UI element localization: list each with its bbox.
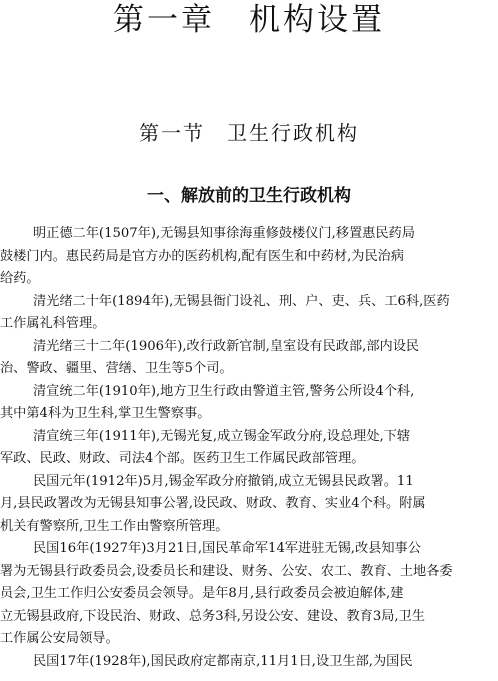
text-line: 民国元年(1912年)5月,锡金军政分府撤销,成立无锡县民政署。11 (33, 473, 414, 489)
text-line: 月,县民政署改为无锡县知事公署,设民政、财政、教育、实业4个科。附属 (0, 496, 426, 511)
text-line: 民国16年(1927年)3月21日,国民革命军14军进驻无锡,改县知事公 (33, 541, 421, 556)
paragraph (0, 336, 498, 381)
text-line: 清宣统三年(1911年),无锡光复,成立锡金军政分府,设总理处,下辖 (33, 428, 411, 444)
text-line: 治、警政、疆里、营缮、卫生等5个司。 (0, 361, 233, 376)
text-line: 其中第4科为卫生科,掌卫生警察事。 (0, 406, 211, 421)
paragraph (0, 651, 498, 674)
paragraph (0, 381, 498, 426)
text-line: 军政、民政、财政、司法4个部。医药卫生工作属民政部管理。 (0, 451, 365, 466)
text-line: 署为无锡县行政委员会,设委员长和建设、财务、公安、农工、教育、土地各委 (0, 563, 453, 579)
text-line: 工作属礼科管理。 (0, 316, 106, 331)
chapter-title: 第一章 机构设置 (113, 2, 385, 38)
section-title: 第一节 卫生行政机构 (139, 121, 359, 145)
text-line: 明正德二年(1507年),无锡县知事徐海重修鼓楼仪门,移置惠民药局 (33, 226, 415, 241)
text-line: 机关有警察所,卫生工作由警察所管理。 (0, 518, 229, 534)
paragraph (0, 538, 498, 651)
text-line: 给药。 (0, 271, 40, 286)
body-text (0, 223, 498, 673)
text-line: 员会,卫生工作归公安委员会领导。是年8月,县行政委员会被迫解体,建 (0, 586, 404, 601)
paragraph (0, 471, 498, 539)
text-line: 鼓楼门内。惠民药局是官方办的医药机构,配有医生和中药材,为民治病 (0, 248, 405, 264)
paragraph (0, 426, 498, 471)
subsection-title: 一、解放前的卫生行政机构 (147, 186, 351, 206)
text-line: 工作属公安局领导。 (0, 631, 119, 646)
text-line: 清光绪三十二年(1906年),改行政新官制,皇室设有民政部,部内设民 (33, 338, 420, 354)
text-line: 民国17年(1928年),国民政府定都南京,11月1日,设卫生部,为国民 (33, 653, 413, 669)
text-line: 清宣统二年(1910年),地方卫生行政由警道主管,警务公所设4个科, (33, 383, 415, 399)
text-line: 清光绪二十年(1894年),无锡县衙门设礼、刑、户、吏、兵、工6科,医药 (33, 293, 450, 309)
paragraph (0, 291, 498, 336)
text-line: 立无锡县政府,下设民治、财政、总务3科,另设公安、建设、教育3局,卫生 (0, 608, 425, 624)
paragraph (0, 223, 498, 291)
